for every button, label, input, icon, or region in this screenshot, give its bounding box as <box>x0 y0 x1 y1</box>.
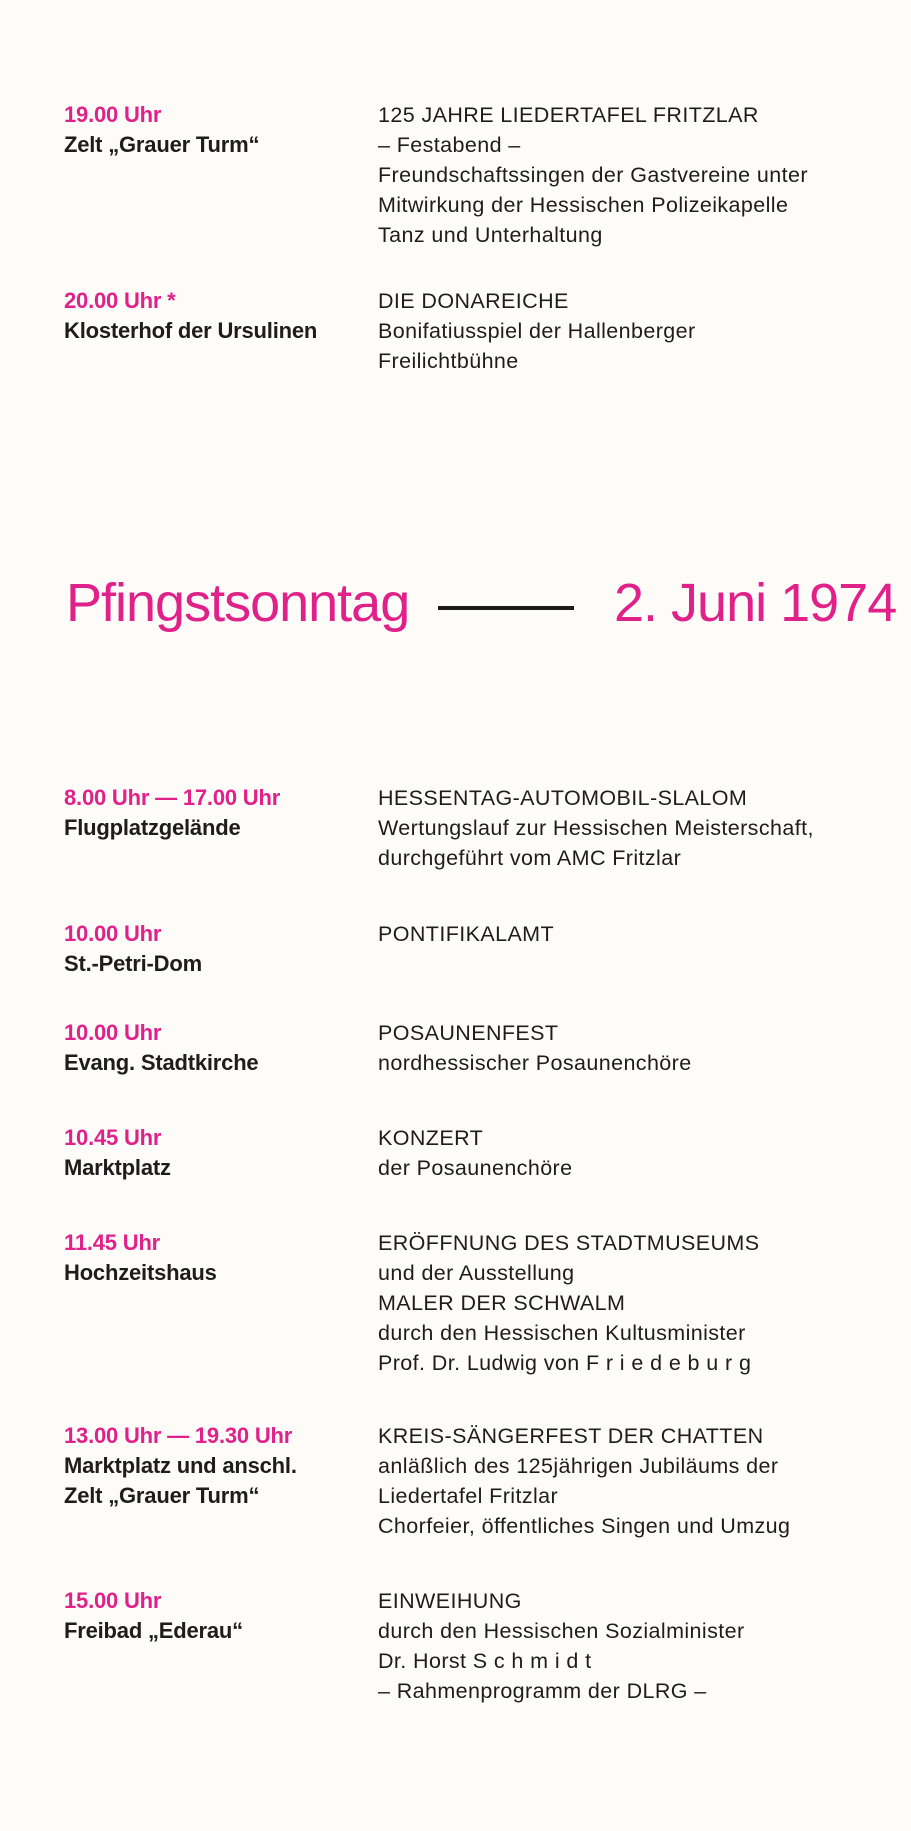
entry-time: 10.00 Uhr <box>64 921 162 946</box>
entry-time: 10.45 Uhr <box>64 1125 162 1150</box>
day-heading <box>66 568 896 638</box>
entry-title: HESSENTAG-AUTOMOBIL-SLALOM <box>378 786 748 810</box>
heading-day: Pfingstsonntag <box>66 573 410 633</box>
entry-time: 8.00 Uhr — 17.00 Uhr <box>64 785 281 810</box>
entry-time: 10.00 Uhr <box>64 1020 162 1045</box>
entry-time: 13.00 Uhr — 19.30 Uhr <box>64 1423 293 1448</box>
entry-line: nordhessischer Posaunenchöre <box>378 1051 692 1075</box>
entry-line: Liedertafel Fritzlar <box>378 1484 559 1508</box>
entry-line: – Rahmenprogramm der DLRG – <box>378 1679 707 1703</box>
entry-line: Bonifatiusspiel der Hallenberger <box>378 319 696 343</box>
entry-place: Klosterhof der Ursulinen <box>64 318 318 343</box>
entry-title: KREIS-SÄNGERFEST DER CHATTEN <box>378 1424 764 1448</box>
entry-title: POSAUNENFEST <box>378 1021 559 1045</box>
entry-place: Marktplatz <box>64 1155 171 1180</box>
entry-line: durchgeführt vom AMC Fritzlar <box>378 846 682 870</box>
entry-title: PONTIFIKALAMT <box>378 922 555 946</box>
entry-title: EINWEIHUNG <box>378 1589 522 1613</box>
entry-line: Dr. Horst S c h m i d t <box>378 1649 592 1673</box>
entry-place: St.-Petri-Dom <box>64 951 202 976</box>
entry-line: Freundschaftssingen der Gastvereine unter <box>378 163 808 187</box>
entry-line: durch den Hessischen Sozialminister <box>378 1619 745 1643</box>
entry-line: anläßlich des 125jährigen Jubiläums der <box>378 1454 779 1478</box>
entry-place: Freibad „Ederau“ <box>64 1618 243 1643</box>
entry-line: Mitwirkung der Hessischen Polizeikapelle <box>378 193 789 217</box>
entry-title: ERÖFFNUNG DES STADTMUSEUMS <box>378 1231 760 1255</box>
entry-line: der Posaunenchöre <box>378 1156 573 1180</box>
entry-line: Tanz und Unterhaltung <box>378 223 603 247</box>
entry-line: Wertungslauf zur Hessischen Meisterschaft, <box>378 816 814 840</box>
entry-time: 11.45 Uhr <box>64 1230 161 1255</box>
entry-line: durch den Hessischen Kultusminister <box>378 1321 746 1345</box>
heading-date: 2. Juni 1974 <box>614 573 897 633</box>
entry-line: Chorfeier, öffentliches Singen und Umzug <box>378 1514 791 1538</box>
entry-time: 20.00 Uhr * <box>64 288 176 313</box>
entry-title: DIE DONAREICHE <box>378 289 569 313</box>
entry-title: 125 JAHRE LIEDERTAFEL FRITZLAR <box>378 103 759 127</box>
entry-line: und der Ausstellung <box>378 1261 575 1285</box>
entry-title: KONZERT <box>378 1126 484 1150</box>
entry-line: Freilichtbühne <box>378 349 519 373</box>
entry-line: – Festabend – <box>378 133 521 157</box>
entry-place: Marktplatz und anschl. <box>64 1453 297 1478</box>
entry-place: Flugplatzgelände <box>64 815 241 840</box>
entry-time: 15.00 Uhr <box>64 1588 162 1613</box>
entry-place: Hochzeitshaus <box>64 1260 217 1285</box>
entry-place: Evang. Stadtkirche <box>64 1050 259 1075</box>
entry-time: 19.00 Uhr <box>64 102 162 127</box>
heading-dash <box>438 606 574 610</box>
entry-line: Prof. Dr. Ludwig von F r i e d e b u r g <box>378 1351 752 1375</box>
entry-place: Zelt „Grauer Turm“ <box>64 132 260 157</box>
entry-line: MALER DER SCHWALM <box>378 1291 626 1315</box>
entry-place: Zelt „Grauer Turm“ <box>64 1483 260 1508</box>
